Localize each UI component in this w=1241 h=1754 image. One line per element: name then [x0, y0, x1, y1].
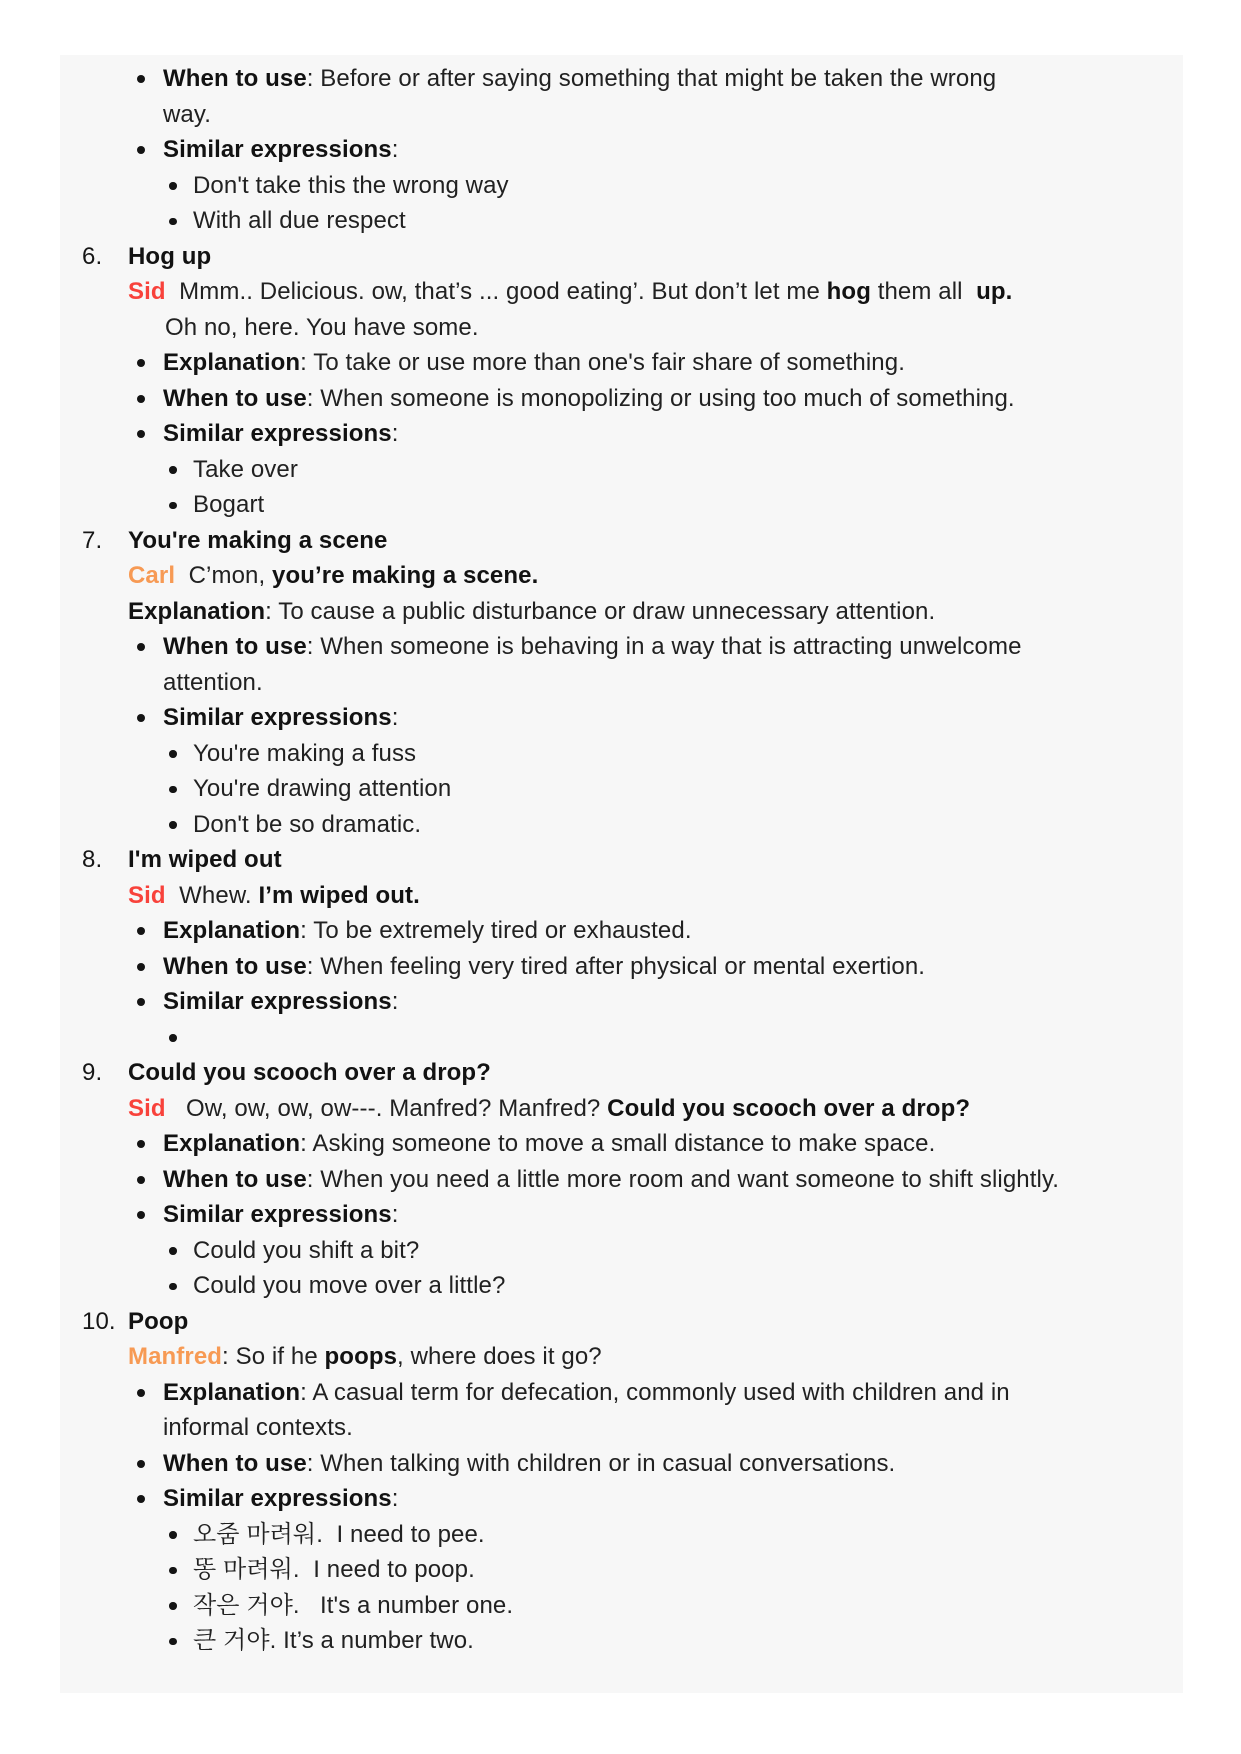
bullet-line: [60, 1375, 1183, 1411]
bold-text-run: hog: [826, 278, 871, 305]
sub-bullet-icon: [169, 1602, 177, 1610]
sub-bullet-line: [60, 452, 1183, 488]
bold-text-run: Similar expressions: [163, 988, 392, 1015]
sub-bullet-line: [60, 1233, 1183, 1269]
bold-text-run: When to use: [163, 65, 307, 92]
bullet-line: [60, 700, 1183, 736]
dialogue-line: [60, 1339, 1183, 1375]
bullet-icon: [137, 714, 145, 722]
bullet-line: [60, 416, 1183, 452]
text-run: : Before or after saying something that might be taken the wrong: [306, 65, 997, 92]
text-run: Don't be so dramatic.: [193, 810, 422, 838]
sub-bullet-icon: [169, 218, 177, 226]
sub-bullet-line: [60, 771, 1183, 807]
text-run: : So if he: [222, 1343, 325, 1370]
bullet-line: [60, 61, 1183, 97]
numbered-item-title-line: [60, 842, 1183, 878]
text-run: 똥 마려워. I need to poop.: [193, 1556, 475, 1583]
page-content: [60, 55, 1183, 1659]
bullet-icon: [137, 1460, 145, 1468]
bullet-line: [60, 629, 1183, 665]
bold-text-run: When to use: [163, 1449, 307, 1477]
text-run: Don't take this the wrong way: [193, 171, 509, 199]
bullet-icon: [137, 75, 145, 83]
text-run: them all: [870, 278, 977, 305]
sub-bullet-icon: [169, 821, 177, 829]
text-run: Mmm.. Delicious. ow, that’s ... good eating’. But don’t let me: [165, 278, 827, 305]
bullet-icon: [137, 963, 145, 971]
text-run: informal contexts.: [163, 1414, 353, 1441]
bold-text-run: you’re making a scene.: [272, 562, 539, 589]
bold-text-run: You're making a scene: [128, 526, 388, 554]
sub-bullet-icon: [169, 1638, 177, 1646]
sub-bullet-icon: [169, 1283, 177, 1291]
text-run: : To be extremely tired or exhausted.: [300, 917, 692, 944]
bullet-line: [60, 949, 1183, 985]
text-run: : When you need a little more room and want someone to shift slightly.: [306, 1165, 1060, 1193]
sub-bullet-icon: [169, 1531, 177, 1539]
dialogue-line: [60, 558, 1183, 594]
text-run: :: [391, 420, 399, 447]
bold-text-run: Hog up: [128, 242, 212, 270]
bullet-icon: [137, 359, 145, 367]
text-run: : To take or use more than one's fair share of something.: [300, 349, 905, 376]
numbered-item-title-line: [60, 239, 1183, 275]
bold-text-run: Similar expressions: [163, 1201, 392, 1228]
bullet-icon: [137, 430, 145, 438]
text-run: Take over: [193, 455, 298, 483]
list-number: 6.: [82, 242, 103, 270]
bullet-icon: [137, 1176, 145, 1184]
bold-text-run: Could you scooch over a drop?: [128, 1059, 491, 1086]
sub-bullet-icon: [169, 750, 177, 758]
text-run: attention.: [163, 668, 263, 696]
text-run: :: [391, 136, 399, 163]
dialogue-line: [60, 274, 1183, 310]
sub-bullet-line: [60, 1268, 1183, 1304]
bold-text-run: When to use: [163, 1165, 307, 1193]
list-number: 9.: [82, 1059, 103, 1086]
text-run: : When someone is behaving in a way that is attracting unwelcome: [306, 633, 1022, 660]
text-run: Bogart: [193, 491, 265, 518]
sub-bullet-line: [60, 1552, 1183, 1588]
sub-bullet-line: [60, 1623, 1183, 1659]
sub-bullet-line: [60, 1020, 1183, 1056]
dialogue-line: [60, 878, 1183, 914]
text-run: Could you shift a bit?: [193, 1236, 420, 1264]
bullet-icon: [137, 998, 145, 1006]
text-run: : When talking with children or in casual conversations.: [306, 1449, 896, 1477]
bold-text-run: Similar expressions: [163, 1485, 392, 1512]
text-run: Could you move over a little?: [193, 1272, 506, 1299]
text-run: :: [391, 1201, 399, 1228]
bullet-line: [60, 1197, 1183, 1233]
bold-text-run: poops: [324, 1343, 398, 1370]
sub-bullet-icon: [169, 466, 177, 474]
text-run: :: [391, 1485, 399, 1512]
text-run: , where does it go?: [397, 1343, 602, 1370]
text-run: : Asking someone to move a small distance to make space.: [300, 1130, 936, 1157]
list-number: 7.: [82, 526, 103, 554]
text-run: : To cause a public disturbance or draw unnecessary attention.: [265, 597, 936, 625]
bullet-icon: [137, 146, 145, 154]
wrapped-text-line: [60, 665, 1183, 701]
sub-bullet-line: [60, 736, 1183, 772]
bullet-line: [60, 1481, 1183, 1517]
sub-bullet-line: [60, 487, 1183, 523]
dialogue-line: [60, 1091, 1183, 1127]
sub-bullet-icon: [169, 182, 177, 190]
bullet-icon: [137, 1389, 145, 1397]
explanation-line: [60, 594, 1183, 630]
bold-text-run: up.: [976, 278, 1013, 305]
bold-text-run: I'm wiped out: [128, 846, 282, 873]
text-run: 작은 거야. It's a number one.: [193, 1591, 514, 1619]
text-run: : A casual term for defecation, commonly used with children and in: [300, 1378, 1010, 1406]
list-number: 10.: [82, 1307, 116, 1335]
bullet-line: [60, 984, 1183, 1020]
sub-bullet-line: [60, 168, 1183, 204]
sub-bullet-line: [60, 1517, 1183, 1553]
text-run: Ow, ow, ow, ow---. Manfred? Manfred?: [165, 1094, 608, 1122]
sub-bullet-icon: [169, 502, 177, 510]
dialogue-continuation-line: [60, 310, 1183, 346]
numbered-item-title-line: [60, 1304, 1183, 1340]
bold-text-run: Similar expressions: [163, 420, 392, 447]
text-run: You're making a fuss: [193, 739, 417, 767]
sub-bullet-line: [60, 807, 1183, 843]
bold-text-run: When to use: [163, 384, 307, 412]
text-run: : When someone is monopolizing or using too much of something.: [306, 384, 1015, 412]
bold-text-run: Explanation: [128, 597, 266, 625]
bullet-line: [60, 381, 1183, 417]
text-run: :: [391, 704, 399, 731]
speaker-name: Sid: [128, 278, 166, 305]
text-run: :: [391, 988, 399, 1015]
bullet-line: [60, 345, 1183, 381]
sub-bullet-line: [60, 1588, 1183, 1624]
document-page: [60, 55, 1183, 1693]
list-number: 8.: [82, 846, 103, 873]
bullet-icon: [137, 643, 145, 651]
text-run: 큰 거야. It’s a number two.: [193, 1627, 474, 1654]
sub-bullet-icon: [169, 1567, 177, 1575]
bold-text-run: Explanation: [163, 917, 301, 944]
text-run: Oh no, here. You have some.: [165, 313, 479, 341]
bold-text-run: I’m wiped out.: [258, 881, 420, 909]
numbered-item-title-line: [60, 1055, 1183, 1091]
bullet-icon: [137, 927, 145, 935]
speaker-name: Manfred: [128, 1343, 223, 1370]
bold-text-run: When to use: [163, 633, 307, 660]
bullet-line: [60, 1162, 1183, 1198]
sub-bullet-icon: [169, 1247, 177, 1255]
sub-bullet-icon: [169, 786, 177, 794]
sub-bullet-line: [60, 203, 1183, 239]
bullet-line: [60, 1446, 1183, 1482]
bullet-line: [60, 132, 1183, 168]
bold-text-run: When to use: [163, 952, 307, 980]
sub-bullet-icon: [169, 1034, 177, 1042]
bold-text-run: Explanation: [163, 1378, 301, 1406]
bullet-line: [60, 1126, 1183, 1162]
bold-text-run: Poop: [128, 1307, 189, 1335]
text-run: : When feeling very tired after physical or mental exertion.: [306, 952, 926, 980]
bullet-line: [60, 913, 1183, 949]
wrapped-text-line: [60, 1410, 1183, 1446]
text-run: C’mon,: [175, 562, 273, 589]
numbered-item-title-line: [60, 523, 1183, 559]
text-run: With all due respect: [193, 207, 406, 234]
text-run: 오줌 마려워. I need to pee.: [193, 1520, 485, 1548]
wrapped-text-line: [60, 97, 1183, 133]
bold-text-run: Similar expressions: [163, 704, 392, 731]
bullet-icon: [137, 1211, 145, 1219]
bold-text-run: Explanation: [163, 349, 301, 376]
text-run: Whew.: [165, 881, 259, 909]
bold-text-run: Explanation: [163, 1130, 301, 1157]
speaker-name: Sid: [128, 1094, 166, 1122]
bold-text-run: Could you scooch over a drop?: [607, 1094, 971, 1122]
text-run: You're drawing attention: [193, 775, 452, 802]
bold-text-run: Similar expressions: [163, 136, 392, 163]
text-run: way.: [163, 100, 211, 128]
bullet-icon: [137, 395, 145, 403]
bullet-icon: [137, 1140, 145, 1148]
bullet-icon: [137, 1495, 145, 1503]
speaker-name: Carl: [128, 562, 176, 589]
speaker-name: Sid: [128, 881, 166, 909]
